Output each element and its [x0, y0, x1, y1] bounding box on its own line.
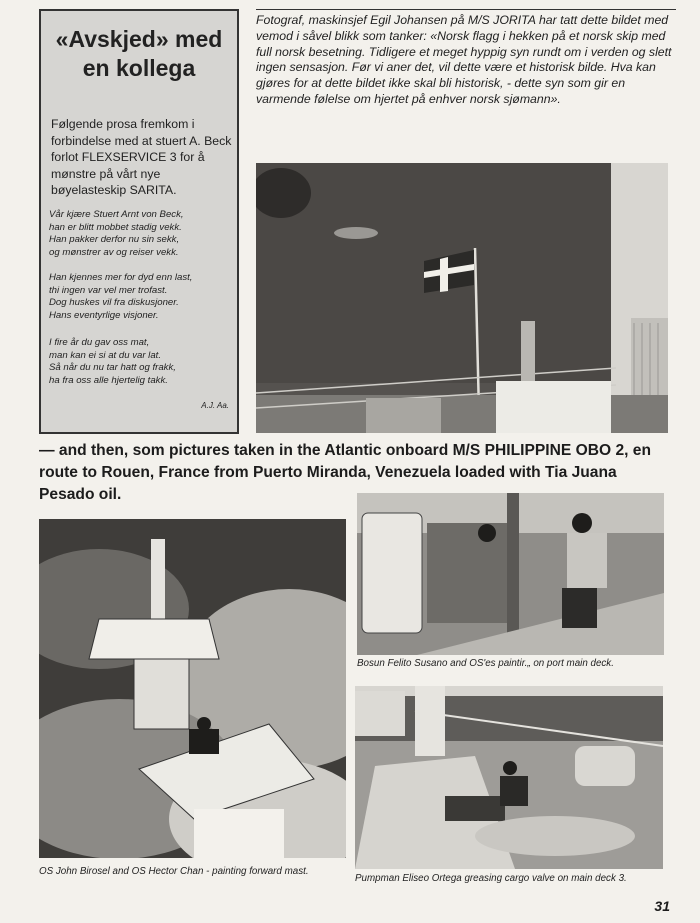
poem-box: [39, 9, 239, 434]
bosun-photo-caption: Bosun Felito Susano and OS'es paintir.„ on port main deck.: [357, 658, 614, 669]
stanza-3: [49, 337, 239, 387]
mast-photo: [39, 519, 346, 858]
stanza-line: Han kjennes mer for dyd enn last,: [49, 272, 193, 283]
bosun-photo: [357, 493, 664, 655]
flag-photo: [256, 163, 668, 433]
page-number: 31: [654, 898, 670, 914]
stanza-line: Vår kjære Stuert Arnt von Beck,: [49, 209, 184, 220]
stanza-line: I fire år du gav oss mat,: [49, 337, 150, 348]
stanza-2: [49, 272, 239, 322]
stanza-line: Så når du nu tar hatt og frakk,: [49, 362, 176, 374]
pumpman-photo-caption: Pumpman Eliseo Ortega greasing cargo valve on main deck 3.: [355, 873, 627, 884]
stanza-line: Han pakker derfor nu sin sekk,: [49, 234, 180, 246]
stanza-line: Hans eventyrlige visjoner.: [49, 309, 159, 321]
stanza-line: han er blitt mobbet stadig vekk.: [49, 221, 182, 233]
poem-signature: A.J. Aa.: [201, 401, 229, 410]
stanza-line: Dog huskes vil fra diskusjoner.: [49, 297, 179, 309]
stanza-line: ha fra oss alle hjertelig takk.: [49, 374, 168, 386]
pumpman-photo: [355, 686, 663, 869]
stanza-line: thi ingen var vel mer trofast.: [49, 284, 168, 296]
stanza-1: [49, 209, 239, 259]
stanza-line: man kan ei si at du var lat.: [49, 349, 161, 361]
mast-photo-caption: OS John Birosel and OS Hector Chan - painting forward mast.: [39, 866, 309, 877]
poem-intro: Følgende prosa fremkom i forbindelse med at stuert A. Beck forlot FLEXSERVICE 3 for å mønstre på vårt nye bøyelasteskip SARITA.: [51, 117, 232, 197]
poem-title: «Avskjed» med en kollega: [55, 26, 223, 81]
headline: — and then, som pictures taken in the Atlantic onboard M/S PHILIPPINE OBO 2, en route to Rouen, France from Puerto Miranda, Venezuela loaded with Tia Juana Pesado oil.: [39, 442, 651, 503]
flag-photo-caption: Fotograf, maskinsjef Egil Johansen på M/S JORITA har tatt dette bildet med vemod i såvel blikk som tanker: «Norsk flagg i hekken på et norsk skip med full norsk besetning. Tidligere et meget hyppig syn rundt om i verden og slett ingen sensasjon. Før vi aner det, vil dette være et historisk bilde. Hva kan gjøres for at dette bildet ikke skal bli historisk, - dette syn som gir en varmende følelse om hjertet på enhver norsk sjømann».: [256, 9, 676, 108]
stanza-line: og mønstrer av og reiser vekk.: [49, 246, 179, 258]
